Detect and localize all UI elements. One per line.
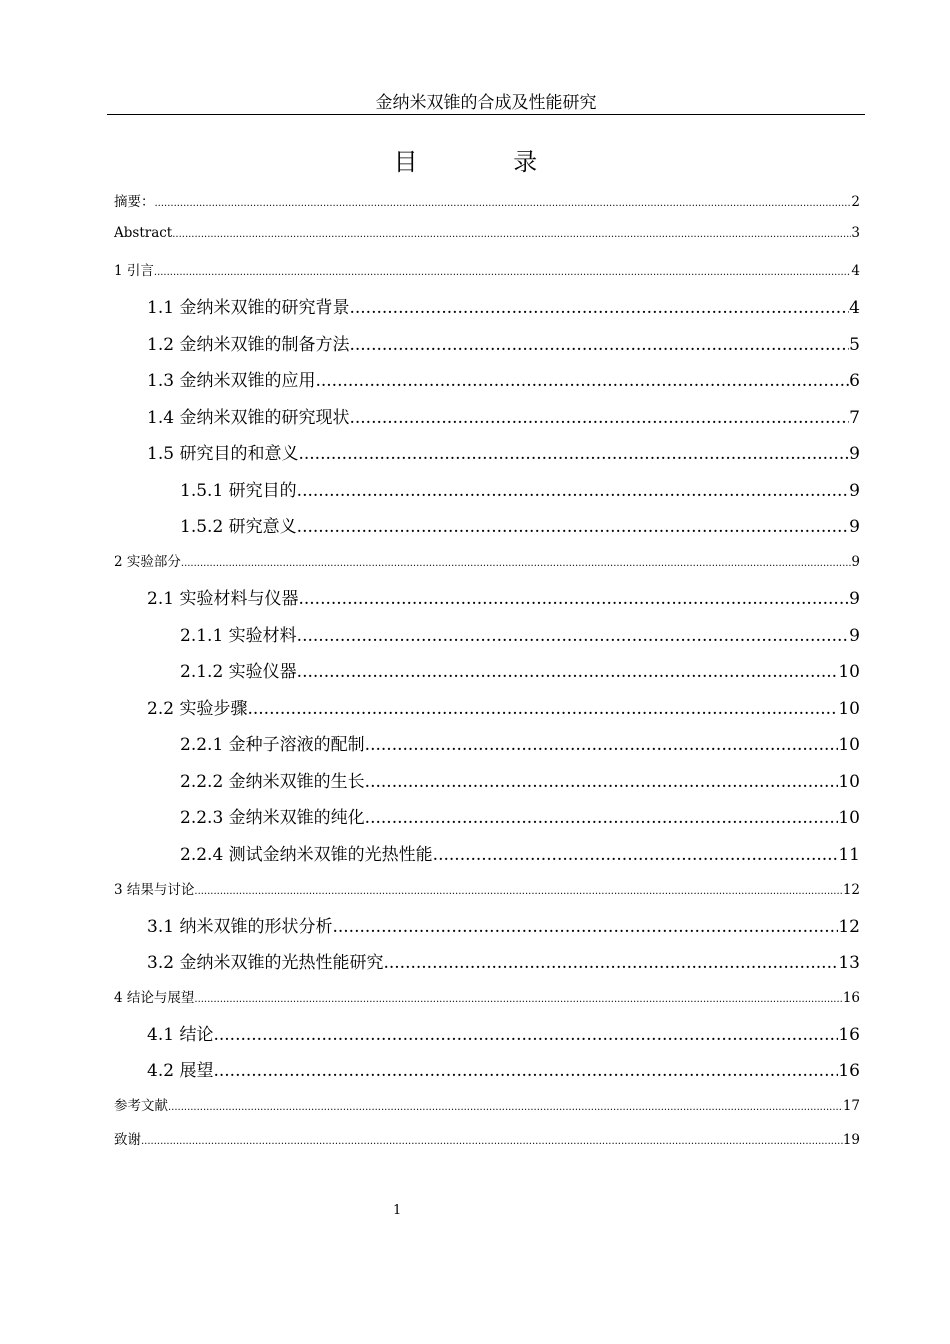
toc-entry-references[interactable]: 参考文献 ..... 17 [114, 1094, 860, 1114]
toc-entry-1-5-1[interactable]: 1.5.1 研究目的 ..... 9 [180, 476, 860, 501]
toc-entry-1-5[interactable]: 1.5 研究目的和意义 ..... 9 [147, 439, 860, 464]
toc-entry-1-5-2[interactable]: 1.5.2 研究意义 ..... 9 [180, 512, 860, 537]
toc-entry-2-1-1[interactable]: 2.1.1 实验材料 ..... 9 [180, 621, 860, 646]
toc-entry-chapter-4[interactable]: 4 结论与展望 ..... 16 [114, 986, 860, 1006]
toc-entry-chapter-1[interactable]: 1 引言 ..... 4 [114, 259, 860, 279]
toc-entry-4-1[interactable]: 4.1 结论 ..... 16 [147, 1020, 860, 1045]
toc-entry-2-1[interactable]: 2.1 实验材料与仪器 ..... 9 [147, 584, 860, 609]
toc-entry-2-2-1[interactable]: 2.2.1 金种子溶液的配制 ..... 10 [180, 730, 860, 755]
toc-entry-2-2[interactable]: 2.2 实验步骤 ..... 10 [147, 694, 860, 719]
page-number: 1 [393, 1203, 402, 1218]
toc-entry-1-3[interactable]: 1.3 金纳米双锥的应用 ..... 6 [147, 366, 860, 391]
toc-entry-2-2-2[interactable]: 2.2.2 金纳米双锥的生长 ..... 10 [180, 767, 860, 792]
toc-entry-acknowledgements[interactable]: 致谢 ..... 19 [114, 1128, 860, 1148]
toc-entry-2-2-4[interactable]: 2.2.4 测试金纳米双锥的光热性能 ..... 11 [180, 840, 860, 865]
toc-title: 目 录 [393, 148, 582, 176]
toc-entry-3-1[interactable]: 3.1 纳米双锥的形状分析 ..... 12 [147, 912, 860, 937]
toc-entry-1-4[interactable]: 1.4 金纳米双锥的研究现状 ..... 7 [147, 403, 860, 428]
toc-entry-4-2[interactable]: 4.2 展望 ..... 16 [147, 1056, 860, 1081]
toc-entry-abstract-en[interactable]: Abstract ..... 3 [114, 225, 860, 241]
toc-entry-2-2-3[interactable]: 2.2.3 金纳米双锥的纯化 ..... 10 [180, 803, 860, 828]
toc-entry-1-1[interactable]: 1.1 金纳米双锥的研究背景 ..... 4 [147, 293, 860, 318]
toc-entry-3-2[interactable]: 3.2 金纳米双锥的光热性能研究 ..... 13 [147, 948, 860, 973]
toc-entry-chapter-3[interactable]: 3 结果与讨论 ..... 12 [114, 878, 860, 898]
toc-entry-chapter-2[interactable]: 2 实验部分 ..... 9 [114, 550, 860, 570]
running-header: 金纳米双锥的合成及性能研究 [107, 92, 865, 115]
toc-entry-1-2[interactable]: 1.2 金纳米双锥的制备方法 ..... 5 [147, 330, 860, 355]
toc-entry-abstract-cn[interactable]: 摘要： ..... 2 [114, 190, 860, 210]
toc-entry-2-1-2[interactable]: 2.1.2 实验仪器 ..... 10 [180, 657, 860, 682]
